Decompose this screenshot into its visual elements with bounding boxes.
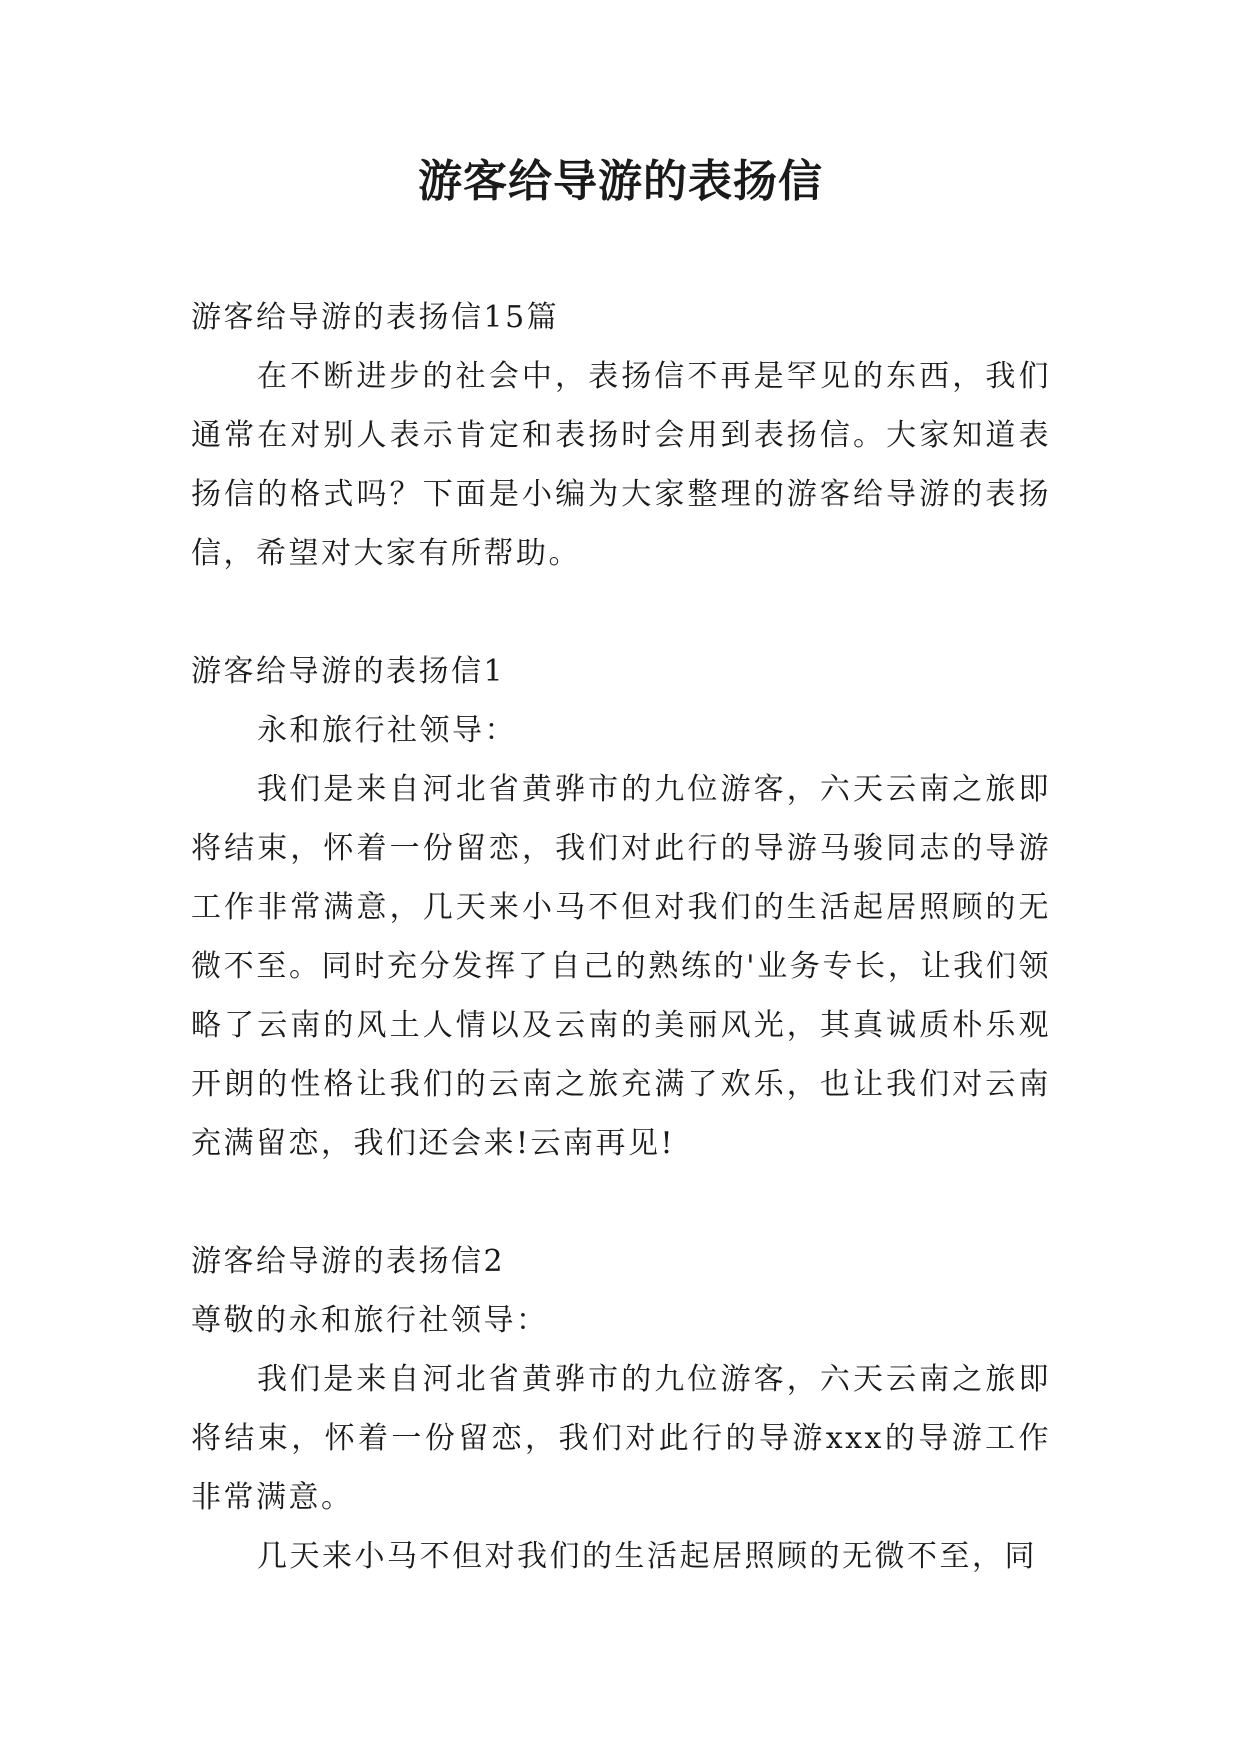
letter-1-heading: 游客给导游的表扬信1 <box>191 654 506 689</box>
letter-1-salutation: 永和旅行社领导： <box>257 713 517 748</box>
document-subtitle: 游客给导游的表扬信15篇 <box>191 300 560 335</box>
letter-1-paragraph: 我们是来自河北省黄骅市的九位游客，六天云南之旅即将结束，怀着一份留恋，我们对此行的导游马骏同志的导游工作非常满意，几天来小马不但对我们的生活起居照顾的无微不至。同时充分发挥了自己的熟练的'业务专长，让我们领略了云南的风土人情以及云南的美丽风光，其真诚质朴乐观开朗的性格让我们的云南之旅充满了欢乐，也让我们对云南充满留恋，我们还会来!云南再见! <box>191 772 1051 1161</box>
letter-2-paragraph: 我们是来自河北省黄骅市的九位游客，六天云南之旅即将结束，怀着一份留恋，我们对此行的导游xxx的导游工作非常满意。 <box>191 1362 1051 1515</box>
letter-2-paragraph: 几天来小马不但对我们的生活起居照顾的无微不至，同 <box>257 1539 1037 1574</box>
intro-paragraph: 在不断进步的社会中，表扬信不再是罕见的东西，我们通常在对别人表示肯定和表扬时会用到表扬信。大家知道表扬信的格式吗？下面是小编为大家整理的游客给导游的表扬信，希望对大家有所帮助。 <box>191 359 1051 571</box>
document-body <box>191 288 1051 1586</box>
letter-2-heading: 游客给导游的表扬信2 <box>191 1244 506 1279</box>
letter-2-salutation: 尊敬的永和旅行社领导： <box>191 1303 549 1338</box>
document-title: 游客给导游的表扬信 <box>418 156 823 207</box>
